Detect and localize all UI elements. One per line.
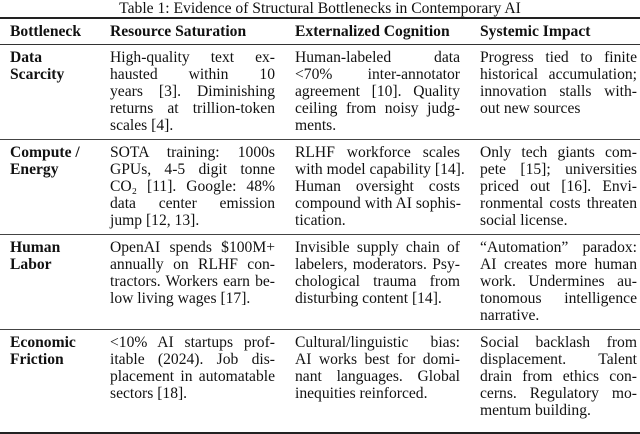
cell-line: hausted within 10 — [110, 66, 275, 83]
cell-line: displacement. Talent — [480, 351, 637, 368]
cell-line: narrative. — [480, 307, 540, 324]
cell-line: Compute / — [10, 144, 80, 161]
cell-line: jump [12, 13]. — [110, 212, 200, 229]
table-row — [0, 140, 640, 235]
cell-line: data center emission — [110, 195, 275, 212]
cell-line: Progress tied to finite — [480, 49, 637, 66]
bottleneck-cell — [0, 140, 100, 235]
cell-line: labelers, moderators. Psy- — [295, 256, 460, 273]
cell-line: cerns. Regulatory mo- — [480, 385, 637, 402]
cell-line: Energy — [10, 161, 59, 178]
externalized-cognition-cell — [285, 235, 470, 330]
cell-line: mentum building. — [480, 402, 591, 419]
cell-line: innovation stalls with- — [480, 83, 637, 100]
cell-line: GPUs, 4-5 digit tonne — [110, 161, 275, 178]
header-row — [0, 18, 640, 45]
systemic-impact-cell — [470, 45, 640, 140]
resource-saturation-cell — [100, 235, 285, 330]
header-systemic-impact: Systemic Impact — [480, 23, 591, 40]
header-resource-saturation: Resource Saturation — [110, 23, 247, 40]
cell-line: tractors. Workers earn be- — [110, 273, 275, 290]
bottleneck-cell — [0, 330, 100, 434]
cell-line: work. Undermines au- — [480, 273, 637, 290]
cell-line: Human — [10, 239, 61, 256]
cell-line: High-quality text ex- — [110, 49, 275, 66]
cell-line: social license. — [480, 212, 568, 229]
cell-line: <10% AI startups prof- — [110, 334, 275, 351]
externalized-cognition-cell — [285, 330, 470, 434]
table-row — [0, 330, 640, 434]
cell-line: Friction — [10, 351, 64, 368]
cell-line: priced out [16]. Envi- — [480, 178, 637, 195]
cell-line: Scarcity — [10, 66, 65, 83]
cell-line: Cultural/linguistic bias: — [295, 334, 460, 351]
cell-line: annually on RLHF con- — [110, 256, 275, 273]
cell-line: Data — [10, 49, 43, 66]
resource-saturation-cell — [100, 45, 285, 140]
header-externalized-cognition: Externalized Cognition — [295, 23, 450, 40]
cell-line: tication. — [295, 212, 346, 229]
cell-line: placement in automatable — [110, 368, 275, 385]
cell-line: sectors [18]. — [110, 385, 188, 402]
cell-line: itable (2024). Job dis- — [110, 351, 275, 368]
cell-line: scales [4]. — [110, 117, 174, 134]
cell-line: ments. — [295, 117, 337, 134]
cell-line: chological trauma from — [295, 273, 460, 290]
cell-line: ronmental costs threaten — [480, 195, 637, 212]
cell-line: Invisible supply chain of — [295, 239, 460, 256]
cell-line: SOTA training: 1000s — [110, 144, 275, 161]
cell-line: compound with AI sophis- — [295, 195, 461, 212]
cell-line: Economic — [10, 334, 76, 351]
cell-line: Labor — [10, 256, 52, 273]
bottlenecks-table — [0, 17, 640, 434]
cell-line: RLHF workforce scales — [295, 144, 460, 161]
table-caption: Table 1: Evidence of Structural Bottlenecks in Contemporary AI — [119, 0, 521, 17]
externalized-cognition-cell — [285, 140, 470, 235]
cell-line: disturbing content [14]. — [295, 290, 442, 307]
bottleneck-cell — [0, 45, 100, 140]
externalized-cognition-cell — [285, 45, 470, 140]
cell-line: agreement [10]. Quality — [295, 83, 460, 100]
cell-line: with model capability [14]. — [295, 161, 465, 178]
cell-line: years [3]. Diminishing — [110, 83, 275, 100]
resource-saturation-cell — [100, 140, 285, 235]
table-row — [0, 45, 640, 140]
cell-line: <70% inter-annotator — [295, 66, 460, 83]
cell-line: “Automation” paradox: — [480, 239, 637, 256]
systemic-impact-cell — [470, 140, 640, 235]
cell-line: low living wages [17]. — [110, 290, 251, 307]
resource-saturation-cell — [100, 330, 285, 434]
table-row — [0, 235, 640, 330]
cell-line: nant languages. Global — [295, 368, 460, 385]
cell-line: Human oversight costs — [295, 178, 460, 195]
bottleneck-cell — [0, 235, 100, 330]
cell-line: Only tech giants com- — [480, 144, 637, 161]
cell-line: inequities reinforced. — [295, 385, 428, 402]
cell-line: OpenAI spends $100M+ — [110, 239, 275, 256]
cell-line: drain from ethics con- — [480, 368, 637, 385]
cell-line: Human-labeled data — [295, 49, 460, 66]
cell-line: out new sources — [480, 100, 581, 117]
header-bottleneck: Bottleneck — [10, 23, 82, 40]
cell-line: AI works best for domi- — [295, 351, 460, 368]
cell-line: Social backlash from — [480, 334, 637, 351]
cell-line: AI creates more human — [480, 256, 637, 273]
cell-line: CO₂ [11]. Google: 48% — [110, 178, 275, 195]
cell-line: returns at trillion-token — [110, 100, 275, 117]
cell-line: historical accumulation; — [480, 66, 637, 83]
systemic-impact-cell — [470, 330, 640, 434]
cell-line: ceiling from noisy judg- — [295, 100, 460, 117]
cell-line: pete [15]; universities — [480, 161, 637, 178]
cell-line: tonomous intelligence — [480, 290, 637, 307]
systemic-impact-cell — [470, 235, 640, 330]
